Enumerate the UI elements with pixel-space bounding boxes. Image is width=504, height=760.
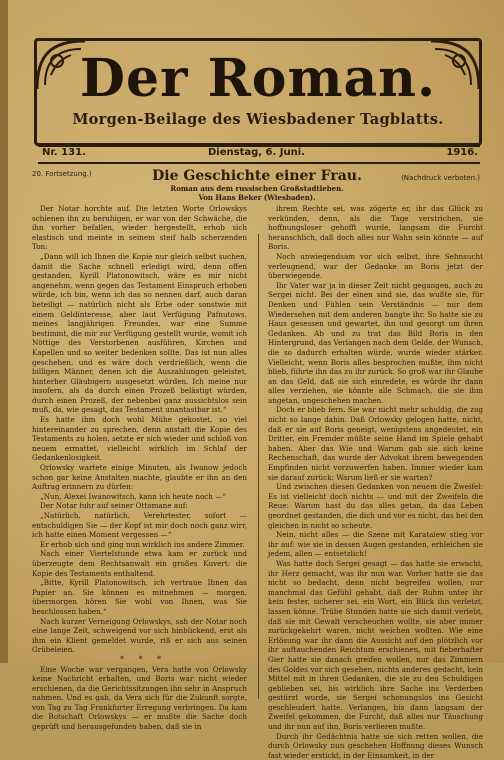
article-body <box>30 204 484 760</box>
divider-rule <box>38 162 480 164</box>
article-author: Von Hans Beker (Wiesbaden). <box>198 193 316 202</box>
paragraph: „Nun, Alexei Iwanowitsch, kann ich heute noch —“ <box>40 491 227 501</box>
masthead-subtitle: Morgen-Beilage des Wiesbadener Tagblatts. <box>72 111 444 128</box>
reprint-note: (Nachdruck verboten.) <box>401 174 480 182</box>
paragraph: Nein, nicht alles — die Szene mit Karataiew stieg vor ihr auf: wie sie in dessen Augen gestanden, erbleichen sie jedem, allen — entsetzlich! <box>268 530 483 559</box>
issue-number: Nr. 131. <box>42 147 86 158</box>
paragraph: Orlowsky wartete einige Minuten, als Iwanow jedoch schon gar keine Anstalten machte, glaubte er ihn an den Auftrag erinnern zu dürfen: <box>32 463 247 492</box>
paragraph: „Dann will ich Ihnen die Kopie nur gleich selbst suchen, damit die Sache schnell erledigt wird, denn offen gestanden, Kyrill Platonowitsch, wäre es mir nicht angenehm, wenn gegen das Testament Einspruch erhoben würde, ich bin, wenn ich das so nennen darf, auch daran beteiligt — natürlich nicht als Erbe oder sonstwie mit einem Geldinteresse, aber laut Verfügung Pafnutows, meines langjährigen Freundes, war eine Summe bestimmt, die mir zur Verfügung gestellt wurde, womit ich Nöttige des Verstorbenen ausführen, Kirchen und Kapellen und so weiter bedenken sollte. Das ist nun alles geschehen, und es wäre doch verdrießlich, wenn die billigen Männer, denen ich die Auszahlungen geleistet, hinterher Gläubigern ausgesetzt würden. Ich meine nur insofern, als da durch einen Prozeß belästigt würden, durch einen Prozeß, der nebenbei ganz aussichtslos sein muß, da, wie gesagt, das Testament unantastbar ist.“ <box>32 251 247 415</box>
paragraph: Es hatte ihm doch wohl Mühe gekostet, so viel hintereinander zu sprechen, denn anstatt die Kopie des Testaments zu holen, setzte er sich wieder und schloß von neuem ermattet, vielleicht wirklich im Schlaf der Gedankenlosigkeit. <box>32 415 247 463</box>
section-break: * * * <box>119 654 168 664</box>
paragraph: Der Notar fuhr auf seiner Ottomane auf: <box>40 501 188 511</box>
article-title: Die Geschichte einer Frau. <box>152 168 362 184</box>
paragraph: Eine Woche war vergangen, Vera hatte von Orlowsky keine Nachricht erhalten, und Boris war nicht wieder erschienen, da die Gerichtssitzungen ihn sehr in Anspruch nahmen. Und es gab, da Vera sich für die Zukunft sorgte, von Tag zu Tag Frankfurter Erregung verbringen. Da kam die Botschaft Orlowskys — er mußte die Sache doch geprüft und herausgefunden haben, daß sie in <box>32 664 247 732</box>
paragraph: Der Notar horchte auf. Die letzten Worte Orlowskys schienen ihn zu beruhigen, er war von der Schwäche, die ihn vorher befallen, wieder hergestellt, erhob sich elastisch und meinte in seinem steif halb scherzenden Ton: <box>32 204 247 252</box>
paragraph: Und zwischen diesen Gedanken von neuem die Zweifel: Es ist vielleicht doch nichts — und mit der Zweifeln die Reue: Warum hast du das alles getan, da das Leben geordnet gestanden, die dich und vor es nicht, das bei den gleichen in nicht so scheute. <box>268 482 483 530</box>
paragraph: Durch ihr Gedächtnis hatte sie sich retten wollen, die durch Orlowsky nun geschehen Hoffnung dieses Wunsch fast wieder erstickt, in der Einsamkeit, in der <box>268 731 483 760</box>
dateline <box>40 146 480 162</box>
issue-date: Dienstag, 6. Juni. <box>208 147 305 158</box>
page-edge <box>0 0 8 663</box>
paragraph: ihrem Rechte sei, was zögerte er, ihr das Glück zu verkünden, denn, als die Tage verstrichen, sie hoffnungsloser gehofft wurde, langsam die Furcht heranschlich, daß doch alles nur Wahn sein könnte — auf Boris. <box>268 204 483 252</box>
paragraph: „Natürlich, natürlich. Verehrtester, sofort — entschuldigen Sie — der Kopf ist mir doch noch ganz wirr, ich hatte einen Moment vergessen —“ <box>32 511 247 540</box>
masthead <box>34 38 482 146</box>
article-header <box>30 168 484 200</box>
paragraph: Nach einer Viertelstunde etwa kam er zurück und überzeugte dem Rechtsanwalt ein großes Kuvert: die Kopie des Testaments enthaltend. <box>32 549 247 578</box>
paragraph: „Bitte, Kyrill Platonowitsch, ich vertraue Ihnen das Papier an. Sie können es mitnehmen — morgen, übermorgen hören Sie wohl von Ihnen, was Sie beschlossen haben.“ <box>32 578 247 616</box>
left-column <box>32 204 247 732</box>
article-subtitle: Roman aus dem russischen Großstadtleben. <box>170 184 344 193</box>
masthead-title: Der Roman. <box>79 48 437 109</box>
column-divider <box>258 234 259 699</box>
paragraph: Er erhob sich und ging nun wirklich ins andere Zimmer. <box>40 539 245 549</box>
paragraph: Was hatte doch Sergei gesagt — das hatte sie erwacht, ihr Herz gemacht, was ihr nun war. Vorher hatte sie das nicht so bedacht, denn nicht begreifen wollen, nur manchmal das Gefühl gehabt, daß der Ruhm unter ihr kein fester, sicherer sei, ein Wort, ein Blick ihn verletzt, lassen könne. Trübe Stunden hatte sie sich damit verlebt, daß sie mit Gewalt verscheuchen wollte, sie aber immer zurückgekehrt waren, nicht weichen wollten. Wie eine Erlösung war ihr dann die Aussicht auf den plötzlich vor ihr auftauchenden Reichtum erschienen, mit fieberhafter Gier hatte sie danach greifen wollen, nur das Zimmern des Goldes vor sich gesehen, nichts anderes gedacht, kein Mittel mit in ihren Gedanken, die sie zu den Schuldigen geblieben sei, bis wirklich ihre Sache ins Verderben gestürzt wurde, sie Sergei schonungslos ins Gesicht geschleudert hatte. Verlangen, bis dann langsam der Zweifel gekommen, die Furcht, daß alles nur Täuschung und ihr nun auf ihn, Boris verlieren mußte. <box>268 558 483 732</box>
paragraph: Nach kurzer Verneigung Orlowskys, sah der Notar noch eine lange Zeit, schweigend vor sich hinblickend, erst als ihm ein Klient gemeldet wurde, riß er sich aus seinen Grübeleien. <box>32 616 247 655</box>
paragraph: Doch er blieb fern. Sie war nicht mehr schuldig, die zog nicht so lange dahin. Daß Orlowsky gelogen hatte, nicht, daß er sie auf Boris geneigt, wenigstens angedeutet, ein Dritter, ein Fremder müßte seine Hand im Spiele gehabt haben. Aber das Wie und Warum gab sie sich keine Rechenschaft, das wurde der Advokat ihrem bewegenden Empfinden nicht vorzuwerfen haben. Immer wieder kam sie darauf zurück: Warum ließ er sie warten? <box>268 405 483 482</box>
continuation-note: 20. Fortsetzung.) <box>32 170 92 178</box>
paragraph: Noch unwiegendsam vor sich selbst, ihre Sehnsucht verleugnend, war der Gedanke an Boris jetzt der überwiegende. <box>268 251 483 281</box>
paragraph: Ihr Vater war ja in dieser Zeit nicht gegangen, auch zu Sergei nicht. Bei der einen sind sie, das wußte sie, für Denken und Fühlen sein Verständnis — nur dem Wiedersehen mit dem anderen bangte ihr. So hatte sie zu Haus gesessen und gewartet, ihn und gesorgt um ihren Gedanken. Ab und zu trat das Bild Boris in den Hintergrund, das Verlangen nach dem Gelde, der Wunsch, die so dadurch erhalten würde, wurde wieder stärker. Vielleicht, wenn Boris alles besprochen mußte, ihm nicht blieb, führte ihn das zu ihr zurück. So groß war ihr Glaube an das Geld, daß sie sich einredete, es würde ihr dann alles verziehen, sie könnte alle Schmach, die sie ihm angetan, ungeschehen machen. <box>268 280 483 405</box>
article <box>30 168 484 760</box>
issue-year: 1916. <box>446 147 478 158</box>
right-column <box>268 204 483 760</box>
